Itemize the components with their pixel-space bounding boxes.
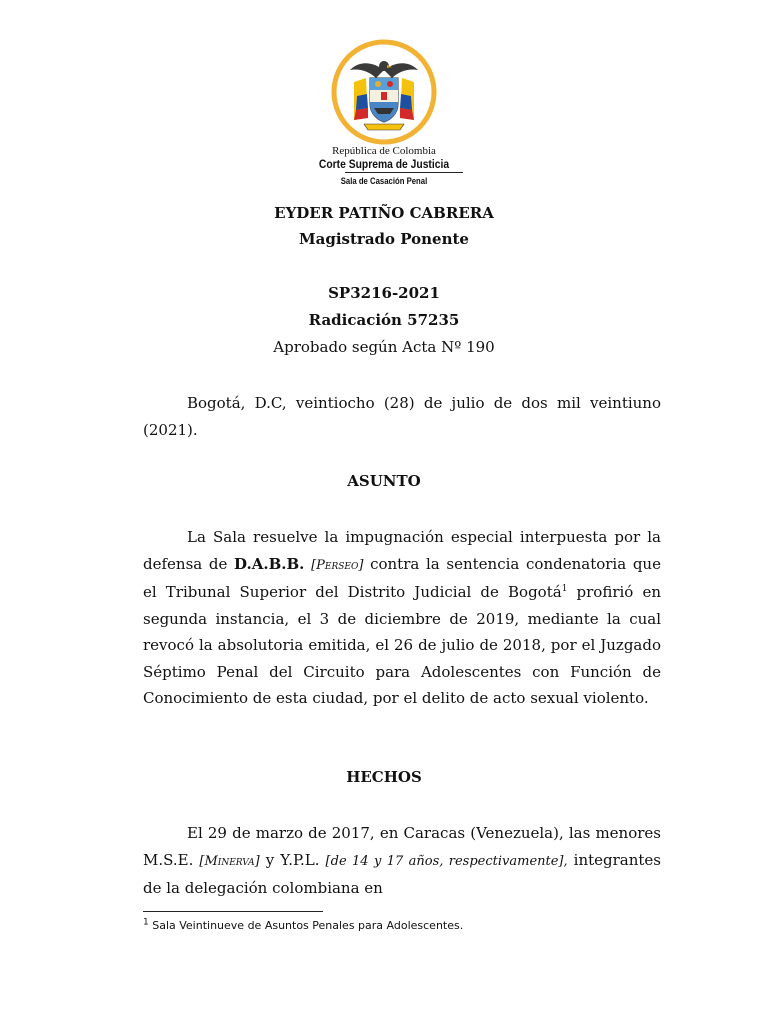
seal-country: República de Colombia (332, 145, 436, 157)
seal-chamber: Sala de Casación Penal (340, 176, 428, 186)
victim-alias: [Minerva] (199, 853, 260, 869)
radicacion-number: Radicación 57235 (308, 311, 460, 329)
section-heading-hechos: HECHOS (346, 768, 422, 786)
footnote-text: Sala Veintinueve de Asuntos Penales para Adolescentes. (148, 919, 464, 932)
magistrate-name: EYDER PATIÑO CABRERA (274, 204, 494, 222)
hechos-paragraph: El 29 de marzo de 2017, en Caracas (Venezuela), las menores M.S.E. [Minerva] y Y.P.L. [de 14 y 17 años, respectivamente], integrantes de la delegación colombiana en (143, 824, 662, 897)
magistrate-role: Magistrado Ponente (299, 230, 469, 248)
date-paragraph: Bogotá, D.C, veintiocho (28) de julio de dos mil veintiuno (2021). (143, 394, 661, 439)
seal-divider (345, 172, 463, 173)
footnote-reference: 1 (561, 584, 568, 594)
defendant-initials: D.A.B.B. (234, 554, 305, 573)
seal-court-name: Corte Suprema de Justicia (318, 157, 450, 171)
victims-ages: [de 14 y 17 años, respectivamente], (325, 853, 568, 869)
footnote-marker: 1 (143, 917, 149, 928)
asunto-paragraph: La Sala resuelve la impugnación especial interpuesta por la defensa de D.A.B.B. [Perseo] contra la sentencia condenatoria que el Tribunal Superior del Distrito Judicial de Bogotá$^1$ profirió en segunda instancia, el 3 de diciembre de 2019, mediante la cual revocó la absolutoria emitida, el 26 de julio de 2018, por el Juzgado Séptimo Penal del Circuito para Adolescentes con Función de Conocimiento de esta ciudad, por el delito de acto sexual violento. (143, 528, 661, 707)
acta-approval: Aprobado según Acta Nº 190 (273, 338, 495, 356)
defendant-alias: [Perseo] (311, 557, 364, 573)
section-heading-asunto: ASUNTO (347, 472, 421, 490)
footnote (143, 919, 663, 932)
ruling-code: SP3216-2021 (328, 284, 440, 302)
footnote-separator (143, 911, 323, 912)
colombia-coat-of-arms-icon (330, 38, 438, 146)
